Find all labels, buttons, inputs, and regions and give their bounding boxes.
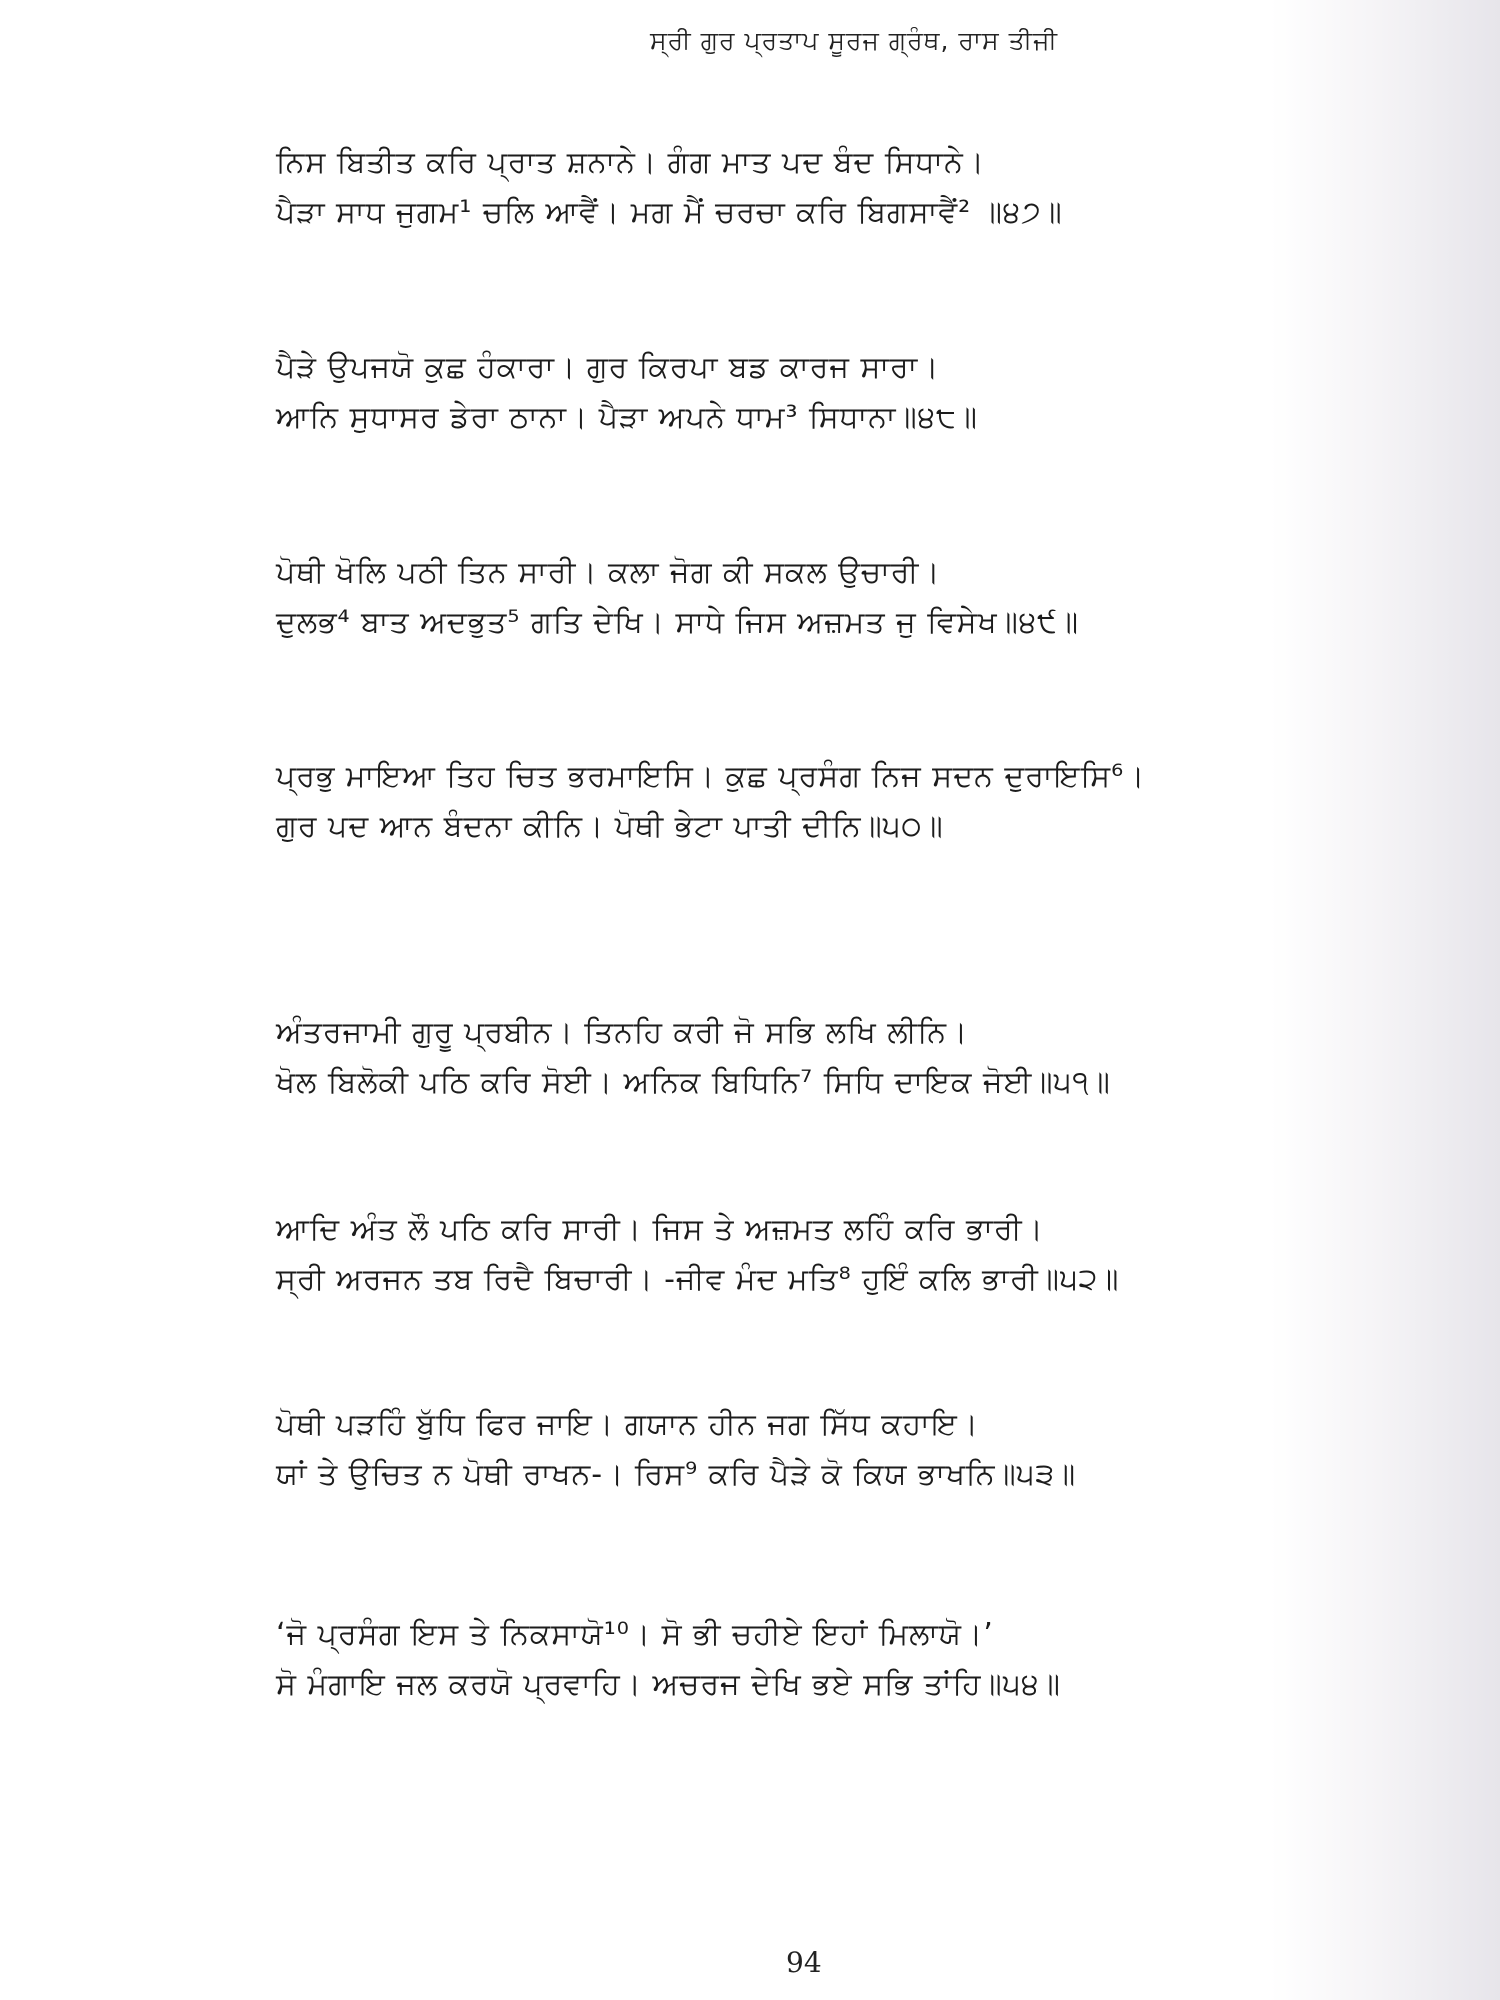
page-edge-shadow [1270, 0, 1500, 2000]
verse-line: ਯਾਂ ਤੇ ਉਚਿਤ ਨ ਪੋਥੀ ਰਾਖਨ-। ਰਿਸ⁹ ਕਰਿ ਪੈੜੇ ਕੋ ਕਿਯ ਭਾਖਨਿ॥੫੩॥ [276, 1457, 1077, 1492]
verse-line: ਪੋਥੀ ਖੋਲਿ ਪਠੀ ਤਿਨ ਸਾਰੀ। ਕਲਾ ਜੋਗ ਕੀ ਸਕਲ ਉਚਾਰੀ। [276, 555, 941, 590]
verse-line: ਪੋਥੀ ਪੜਹਿੰ ਬੁੱਧਿ ਫਿਰ ਜਾਇ। ਗਯਾਨ ਹੀਨ ਜਗ ਸਿੱਧ ਕਹਾਇ। [276, 1407, 980, 1442]
verse-line: ਖੋਲ ਬਿਲੋਕੀ ਪਠਿ ਕਰਿ ਸੋਈ। ਅਨਿਕ ਬਿਧਿਨਿ⁷ ਸਿਧਿ ਦਾਇਕ ਜੋਈ॥੫੧॥ [276, 1065, 1111, 1100]
stanza-54 [276, 1610, 1276, 1710]
stanza-47 [276, 138, 1276, 238]
verse-line: ‘ਜੋ ਪ੍ਰਸੰਗ ਇਸ ਤੇ ਨਿਕਸਾਯੋ¹⁰। ਸੋ ਭੀ ਚਹੀਏ ਇਹਾਂ ਮਿਲਾਯੋ।’ [276, 1617, 994, 1652]
stanza-53 [276, 1400, 1276, 1500]
page-number: 94 [786, 1946, 822, 1979]
verse-line: ਪੈੜੇ ਉਪਜਯੋ ਕੁਛ ਹੰਕਾਰਾ। ਗੁਰ ਕਿਰਪਾ ਬਡ ਕਾਰਜ ਸਾਰਾ। [276, 350, 940, 385]
stanza-48 [276, 343, 1276, 443]
verse-line: ਸੋ ਮੰਗਾਇ ਜਲ ਕਰਯੋ ਪ੍ਰਵਾਹਿ। ਅਚਰਜ ਦੇਖਿ ਭਏ ਸਭਿ ਤਾਂਹਿ॥੫੪॥ [276, 1667, 1061, 1702]
stanza-52 [276, 1205, 1276, 1305]
verse-line: ਗੁਰ ਪਦ ਆਨ ਬੰਦਨਾ ਕੀਨਿ। ਪੋਥੀ ਭੇਟਾ ਪਾਤੀ ਦੀਨਿ॥੫੦॥ [276, 809, 944, 844]
verse-line: ਅੰਤਰਜਾਮੀ ਗੁਰੂ ਪ੍ਰਬੀਨ। ਤਿਨਹਿ ਕਰੀ ਜੋ ਸਭਿ ਲਖਿ ਲੀਨਿ। [276, 1015, 969, 1050]
verse-line: ਸ੍ਰੀ ਅਰਜਨ ਤਬ ਰਿਦੈ ਬਿਚਾਰੀ। -ਜੀਵ ਮੰਦ ਮਤਿ⁸ ਹੁਇੰ ਕਲਿ ਭਾਰੀ॥੫੨॥ [276, 1262, 1120, 1297]
verse-line: ਆਨਿ ਸੁਧਾਸਰ ਡੇਰਾ ਠਾਨਾ। ਪੈੜਾ ਅਪਨੇ ਧਾਮ³ ਸਿਧਾਨਾ॥੪੮॥ [276, 400, 979, 435]
verse-line: ਆਦਿ ਅੰਤ ਲੌ ਪਠਿ ਕਰਿ ਸਾਰੀ। ਜਿਸ ਤੇ ਅਜ਼ਮਤ ਲਹਿੰ ਕਰਿ ਭਾਰੀ। [276, 1212, 1044, 1247]
verse-line: ਪ੍ਰਭੁ ਮਾਇਆ ਤਿਹ ਚਿਤ ਭਰਮਾਇਸਿ। ਕੁਛ ਪ੍ਰਸੰਗ ਨਿਜ ਸਦਨ ਦੁਰਾਇਸਿ⁶। [276, 759, 1146, 794]
stanza-51 [276, 1008, 1276, 1108]
stanza-49 [276, 548, 1276, 648]
stanza-50 [276, 752, 1276, 852]
verse-line: ਨਿਸ ਬਿਤੀਤ ਕਰਿ ਪ੍ਰਾਤ ਸ਼ਨਾਨੇ। ਗੰਗ ਮਾਤ ਪਦ ਬੰਦ ਸਿਧਾਨੇ। [276, 145, 985, 180]
running-header: ਸ੍ਰੀ ਗੁਰ ਪ੍ਰਤਾਪ ਸੂਰਜ ਗ੍ਰੰਥ, ਰਾਸ ਤੀਜੀ [650, 26, 1059, 55]
verse-line: ਦੁਲਭ⁴ ਬਾਤ ਅਦਭੁਤ⁵ ਗਤਿ ਦੇਖਿ। ਸਾਧੇ ਜਿਸ ਅਜ਼ਮਤ ਜੁ ਵਿਸੇਖ॥੪੯॥ [276, 605, 1080, 640]
verse-line: ਪੈੜਾ ਸਾਧ ਜੁਗਮ¹ ਚਲਿ ਆਵੈਂ। ਮਗ ਮੈਂ ਚਰਚਾ ਕਰਿ ਬਿਗਸਾਵੈਂ² ॥੪੭॥ [276, 195, 1063, 230]
